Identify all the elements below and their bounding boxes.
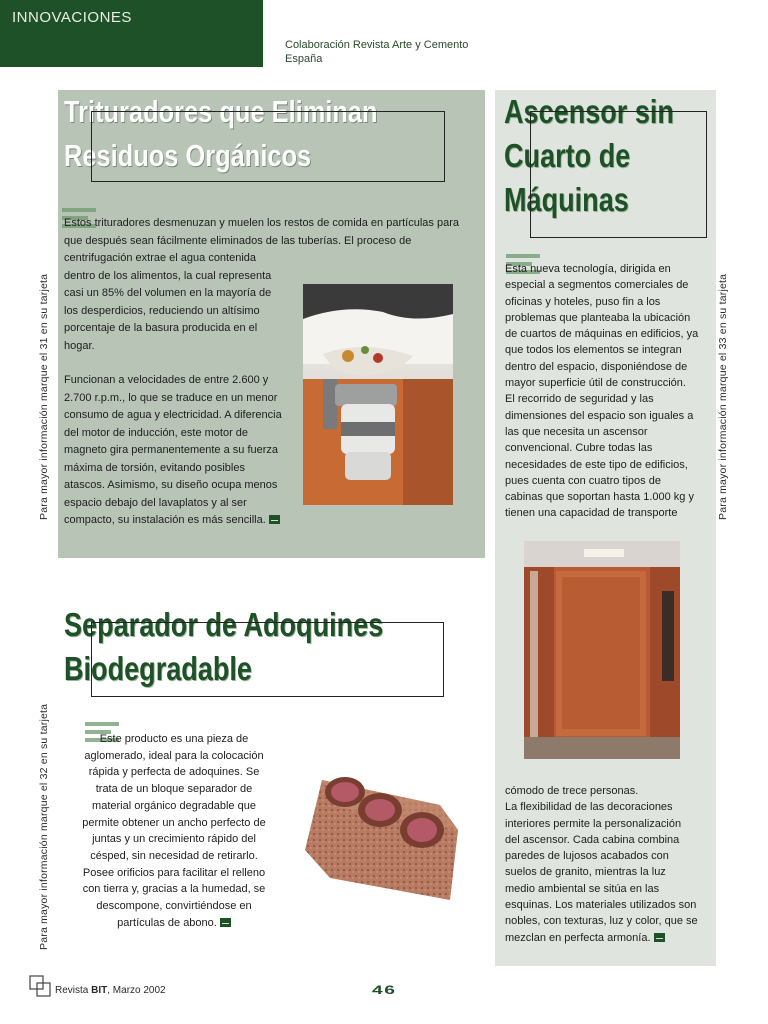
text-line: material orgánico degradable que <box>92 799 256 812</box>
text-line: pues cuenta con cuatro tipos de <box>505 474 661 487</box>
article-2-body <box>505 261 711 522</box>
text-line: trata de un bloque separador de <box>95 783 253 796</box>
text-line: dentro del espacio, disponiéndose de <box>505 360 688 373</box>
text-line: 2.700 r.p.m., lo que se traduce en un menor <box>64 391 278 404</box>
text-line: interiores permite la personalización <box>505 817 682 830</box>
text-line: casi un 85% del volumen en la mayoría de <box>64 287 272 299</box>
text-line: Estos trituradores desmenuzan y muelen los restos de comida en partículas para <box>64 217 459 229</box>
article-2-title-line-2: Cuarto de <box>504 137 631 174</box>
text-line: consumo de agua y electricidad. A diferencia <box>64 409 282 421</box>
elevator-cabin-photo <box>524 541 680 759</box>
text-line-content: partículas de abono. <box>117 916 217 929</box>
article-3-title-frame <box>91 622 444 697</box>
article-1-title-frame <box>91 111 445 182</box>
text-line: Posee orificios para facilitar el relleno <box>82 866 266 879</box>
magazine-logo-icon <box>29 975 51 997</box>
text-line: espacio debajo del lavaplatos y al ser <box>64 496 247 509</box>
footer-date: , Marzo 2002 <box>107 985 166 996</box>
text-line: porcentaje de la basura producida en el <box>64 322 258 334</box>
footer-issue <box>55 985 166 996</box>
article-1-title-line-1: Trituradores que Eliminan <box>64 94 378 129</box>
text-line: con tierra y, gracias a la humedad, se <box>82 883 266 896</box>
text-line: tienen una capacidad de transporte <box>505 507 678 520</box>
text-line: dimensiones del espacio son iguales a <box>505 409 694 422</box>
text-line: oficinas y hoteles, puso fin a los <box>505 295 661 308</box>
text-line: esquinas. Los materiales utilizados son <box>505 899 697 912</box>
text-line <box>64 512 479 530</box>
footer-magazine: Revista <box>55 985 89 996</box>
paver-separator-photo <box>300 760 460 910</box>
text-line: descompone, convirtiéndose en <box>96 900 252 913</box>
text-line: atascos. Asimismo, su diseño ocupa menos <box>64 479 278 491</box>
text-line: del ascensor. Cada cabina combina <box>505 833 680 846</box>
text-line: las que necesita un ascensor <box>505 425 648 438</box>
text-line: de cuartos de máquinas en edificios, ya <box>505 328 699 341</box>
food-disposer-photo <box>303 284 453 505</box>
article-2-title-frame <box>530 111 707 238</box>
text-line <box>65 915 283 932</box>
collab-line-2: España <box>285 53 323 65</box>
text-line: centrifugación extrae el agua contenida <box>64 252 257 264</box>
text-line: convencional. Cubre todas las <box>505 442 653 455</box>
end-mark-icon <box>220 918 231 927</box>
text-line: hogar. <box>64 339 95 352</box>
article-3-title-line-2: Biodegradable <box>64 650 252 687</box>
text-line: rápida y perfecta de adoquines. Se <box>88 766 260 779</box>
side-note-left-bottom: Para mayor información marque el 32 en su tarjeta <box>38 703 50 950</box>
text-line-content: compacto, su instalación es más sencilla. <box>64 514 266 526</box>
text-line-content: mezclan en perfecta armonía. <box>505 931 651 944</box>
text-line: especial a segmentos comerciales de <box>505 279 689 292</box>
text-line: cómodo de trece personas. <box>505 785 639 797</box>
side-note-left-top: Para mayor información marque el 31 en su tarjeta <box>38 273 50 520</box>
article-2-title-line-1: Ascensor sin <box>504 93 674 130</box>
side-note-right: Para mayor información marque el 33 en su tarjeta <box>717 273 729 520</box>
text-line: máxima de torsión, evitando posibles <box>64 461 245 474</box>
collaboration-credit <box>285 38 505 66</box>
end-mark-icon <box>269 515 280 524</box>
text-line: medio ambiental se sitúa en las <box>505 882 660 895</box>
page-number: 46 <box>372 983 397 997</box>
text-line: La flexibilidad de las decoraciones <box>505 801 673 814</box>
text-line: cabinas que soportan hasta 1.000 kg y <box>505 491 694 504</box>
text-line: necesidades de este tipo de edificios, <box>505 458 688 471</box>
collab-line-1: Colaboración Revista Arte y Cemento <box>285 39 469 51</box>
text-line: Funcionan a velocidades de entre 2.600 y <box>64 374 269 386</box>
text-line: nobles, con texturas, luz y color, que se <box>505 915 698 928</box>
text-line: que todos los elementos se integran <box>505 344 682 357</box>
text-line: del motor de inducción, este motor de <box>64 426 249 439</box>
text-line: Este producto es una pieza de <box>99 733 249 745</box>
text-line: magneto gira permanentemente a su fuerza <box>64 444 279 456</box>
text-line: césped, sin necesidad de retirarlo. <box>90 849 258 862</box>
text-line: los desperdicios, reduciendo un altísimo <box>64 304 260 317</box>
article-1-title-line-2: Residuos Orgánicos <box>64 138 312 173</box>
end-mark-icon <box>654 933 665 942</box>
text-line: paredes de lujosos acabados con <box>505 850 669 863</box>
text-line: El recorrido de seguridad y las <box>505 393 654 406</box>
text-line: Esta nueva tecnología, dirigida en <box>505 263 671 275</box>
text-line: juntas y un crecimiento rápido del <box>92 833 256 846</box>
text-line: dentro de los alimentos, la cual representa <box>64 269 272 282</box>
section-label: INNOVACIONES <box>12 9 132 26</box>
footer-brand: BIT <box>91 985 108 996</box>
text-line <box>505 930 711 946</box>
text-line: que después sean fácilmente eliminados de las tuberías. El proceso de <box>64 234 412 247</box>
text-line: aglomerado, ideal para la colocación <box>84 749 264 762</box>
article-3-body <box>65 731 283 931</box>
text-line: permite obtener un ancho perfecto de <box>82 816 266 829</box>
text-line: suelos de granito, mientras la luz <box>505 866 666 879</box>
text-line: problemas que planteaba la ubicación <box>505 311 691 324</box>
article-2-body-continued <box>505 783 711 946</box>
article-2-title-line-3: Máquinas <box>504 181 629 218</box>
article-3-title-line-1: Separador de Adoquines <box>64 606 384 643</box>
text-line: mayor superficie útil de construcción. <box>505 377 686 390</box>
